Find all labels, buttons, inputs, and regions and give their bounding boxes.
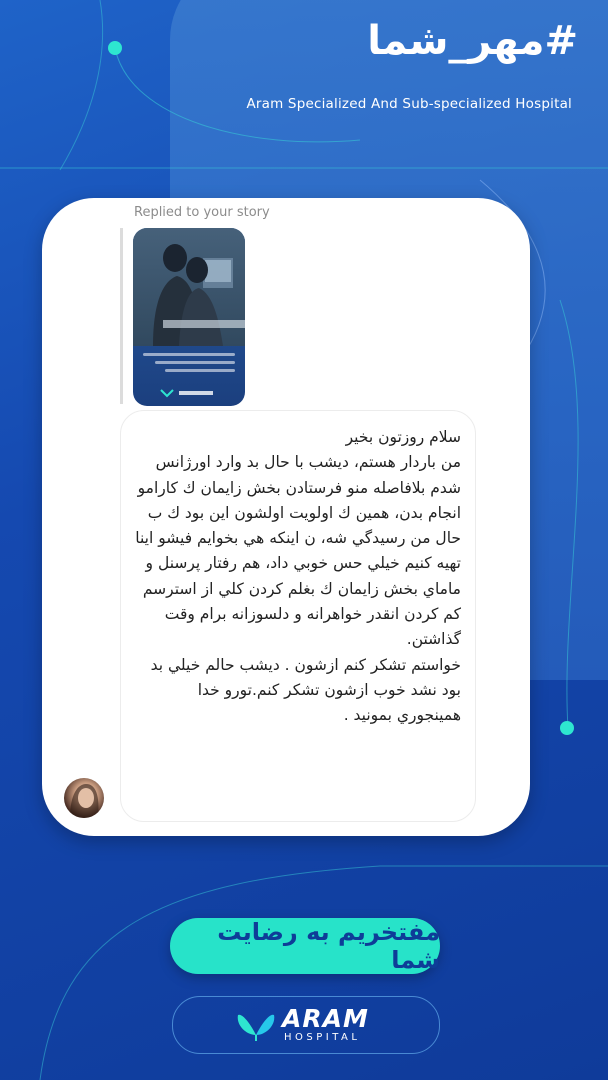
story-thumbnail[interactable] xyxy=(133,228,245,406)
sender-avatar[interactable] xyxy=(64,778,104,818)
accent-dot xyxy=(560,721,574,735)
reply-indicator-bar xyxy=(120,228,123,404)
story-logo-icon xyxy=(157,388,221,398)
message-text xyxy=(131,425,461,729)
message-paragraph: سلام روزتون بخير xyxy=(345,428,461,446)
replied-label: Replied to your story xyxy=(134,205,270,220)
butterfly-logo-icon xyxy=(236,1005,276,1043)
story-caption-lines xyxy=(143,353,235,377)
message-bubble xyxy=(120,410,476,822)
accent-dot xyxy=(108,41,122,55)
hospital-subtitle: Aram Specialized And Sub-specialized Hospital xyxy=(246,96,572,112)
hospital-logo-name: ARAM xyxy=(282,1004,369,1033)
slogan-button[interactable]: مفتخریم به رضایت شما xyxy=(170,918,440,974)
hospital-logo-subtext: HOSPITAL xyxy=(284,1032,361,1043)
message-paragraph: خواستم تشكر كنم ازشون . ديشب حالم خيلي بد بود نشد خوب ازشون تشكر كنم.تورو خدا همينجوري بمونيد . xyxy=(150,655,461,725)
campaign-hashtag: #مهر_شما xyxy=(367,18,578,64)
story-photo xyxy=(133,228,245,346)
message-paragraph: من باردار هستم، ديشب با حال بد وارد اورژانس شدم بلافاصله منو فرستادن بخش زايمان ك كارامو انجام بدن، همين ك اولويت اولشون اين بود ك ب حال من رسيدگي شه، ن اينكه هي بخوايم فيشو اينا تهيه كنيم خيلي حس خوبي داد، هم رفتار پرسنل و ماماي بخش زايمان ك بغلم كردن كلي از استرسم كم كردن انقدر خواهرانه و دلسوزانه برام وقت گذاشتن. xyxy=(135,453,461,649)
